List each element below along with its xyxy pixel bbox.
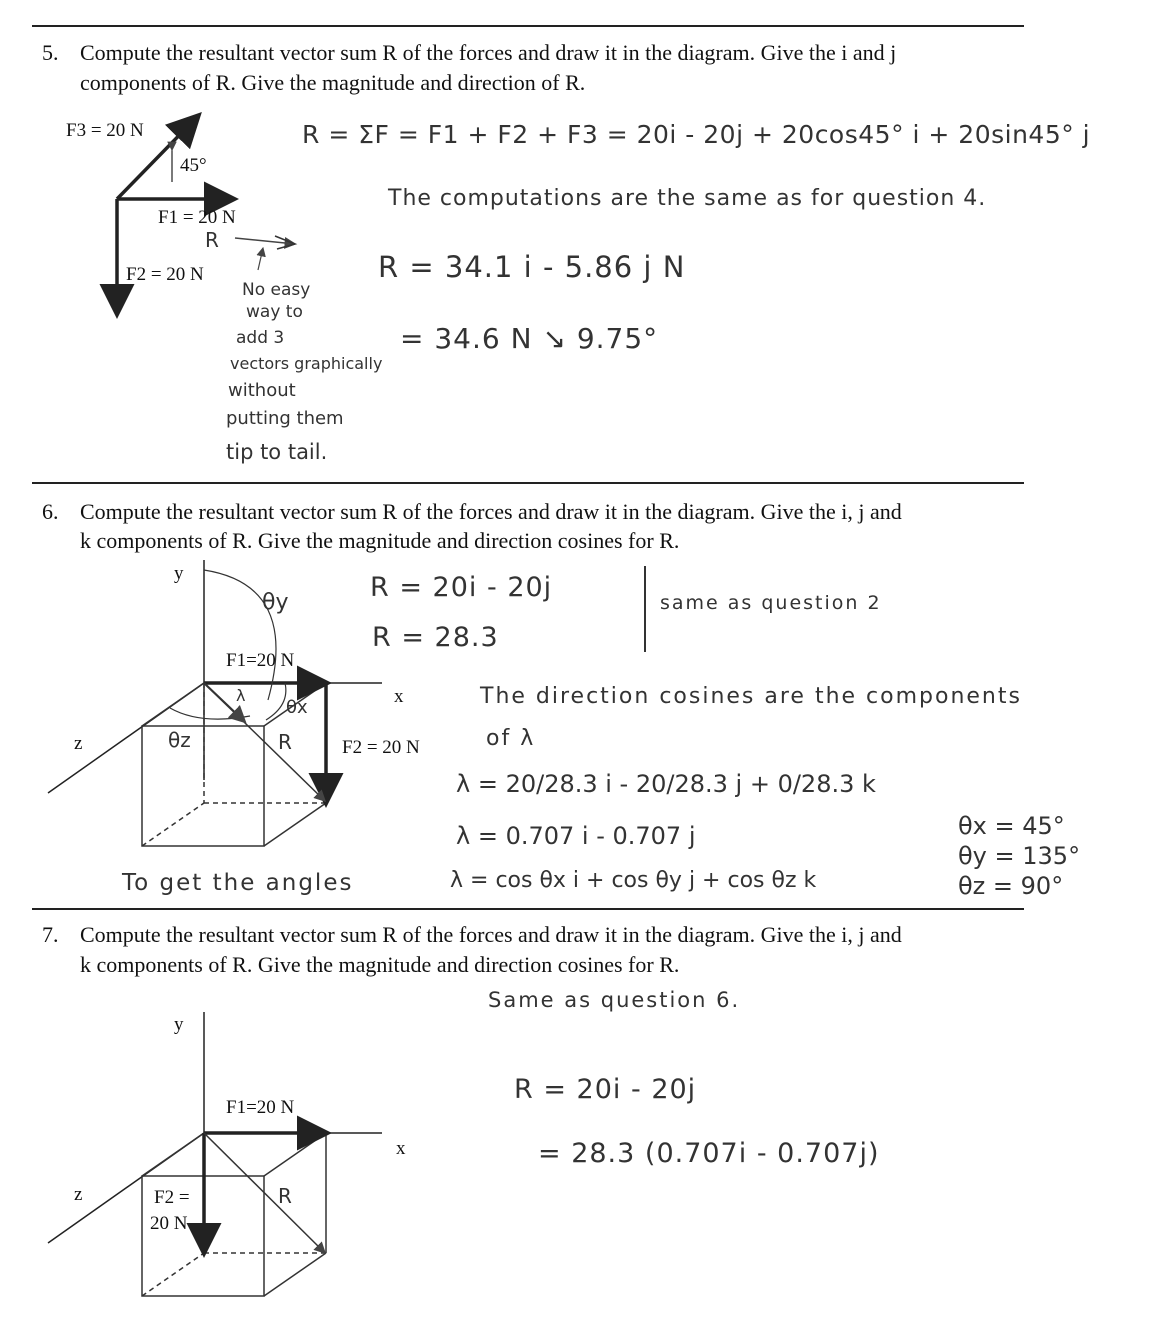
q5-equation-note: The computations are the same as for question 4. (388, 186, 987, 211)
note-pointer (258, 248, 263, 270)
note-line: without (228, 380, 296, 401)
q6-lambda-fractions: λ = 20/28.3 i - 20/28.3 j + 0/28.3 k (456, 770, 876, 798)
note-line: add 3 (236, 328, 285, 348)
theta-x-label: θx (286, 697, 308, 718)
x-axis-label: x (396, 1138, 406, 1159)
q5-equation-components: R = 34.1 i - 5.86 j N (378, 250, 686, 284)
q5-equation-magnitude: = 34.6 N ↘ 9.75° (400, 322, 659, 355)
q6-direction-cosines-text-2: of λ (486, 726, 536, 751)
q7-3d-diagram (48, 1012, 382, 1296)
q6-equation-magnitude: R = 28.3 (372, 622, 499, 653)
question-text-line-2: components of R. Give the magnitude and direction of R. (80, 70, 586, 95)
q7-equation-r: R = 20i - 20j (514, 1074, 697, 1105)
question-7 (42, 920, 1042, 982)
q6-direction-cosines-text: The direction cosines are the components (480, 684, 1022, 709)
question-number: 6. (42, 499, 59, 524)
lambda-label: λ (236, 686, 246, 705)
question-number: 5. (42, 40, 59, 65)
q6-equation-r: R = 20i - 20j (370, 572, 553, 603)
f2-label: F2 = 20 N (126, 264, 204, 285)
x-axis-label: x (394, 686, 404, 707)
note-line: putting them (226, 408, 344, 429)
theta-z-arc (170, 708, 250, 719)
bracket (634, 566, 646, 652)
q6-lambda-cosines: λ = cos θx i + cos θy j + cos θz k (450, 868, 817, 893)
theta-x-arc (266, 683, 286, 720)
f1-label: F1 = 20 N (158, 207, 236, 228)
q7-equation-unit-vector: = 28.3 (0.707i - 0.707j) (538, 1138, 880, 1169)
question-text-line-1: Compute the resultant vector sum R of the forces and draw it in the diagram. Give the i and j (80, 40, 897, 65)
q6-3d-diagram (48, 560, 382, 846)
question-text-line-1: Compute the resultant vector sum R of the forces and draw it in the diagram. Give the i, j and (80, 499, 902, 524)
q5-equation-sum: R = ΣF = F1 + F2 + F3 = 20i - 20j + 20cos45° i + 20sin45° j (302, 120, 1091, 149)
q6-lambda-value: λ = 0.707 i - 0.707 j (456, 822, 696, 850)
f2-label-line-2: 20 N (150, 1213, 188, 1234)
f1-label: F1=20 N (226, 1097, 295, 1118)
theta-y-label: θy (262, 590, 289, 615)
f3-label: F3 = 20 N (66, 120, 144, 141)
note-line: tip to tail. (226, 440, 328, 464)
question-text-line-2: k components of R. Give the magnitude and direction cosines for R. (80, 528, 680, 553)
note-line: vectors graphically (230, 354, 383, 373)
f1-label: F1=20 N (226, 650, 295, 671)
q7-note: Same as question 6. (488, 988, 741, 1012)
r-label: R (278, 1184, 292, 1208)
question-6 (42, 497, 1042, 559)
r-label: R (278, 730, 292, 754)
q6-angles-intro: To get the angles (122, 870, 354, 896)
q6-note: same as question 2 (660, 592, 882, 614)
theta-x-value: θx = 45° (958, 812, 1065, 840)
question-text-line-1: Compute the resultant vector sum R of the forces and draw it in the diagram. Give the i, j and (80, 922, 902, 947)
question-number: 7. (42, 922, 59, 947)
z-axis-label: z (74, 733, 83, 754)
angle-label: 45° (180, 155, 207, 176)
f2-label-line-1: F2 = (154, 1187, 190, 1208)
f2-label: F2 = 20 N (342, 737, 420, 758)
question-text-line-2: k components of R. Give the magnitude and direction cosines for R. (80, 952, 680, 977)
theta-z-value: θz = 90° (958, 872, 1064, 900)
y-axis-label: y (174, 563, 184, 584)
r-label: R (205, 228, 219, 252)
theta-z-label: θz (168, 728, 191, 752)
y-axis-label: y (174, 1014, 184, 1035)
note-line: No easy (242, 280, 311, 300)
z-axis-label: z (74, 1184, 83, 1205)
box-front (142, 726, 264, 846)
theta-y-value: θy = 135° (958, 842, 1081, 870)
note-line: way to (246, 302, 303, 322)
